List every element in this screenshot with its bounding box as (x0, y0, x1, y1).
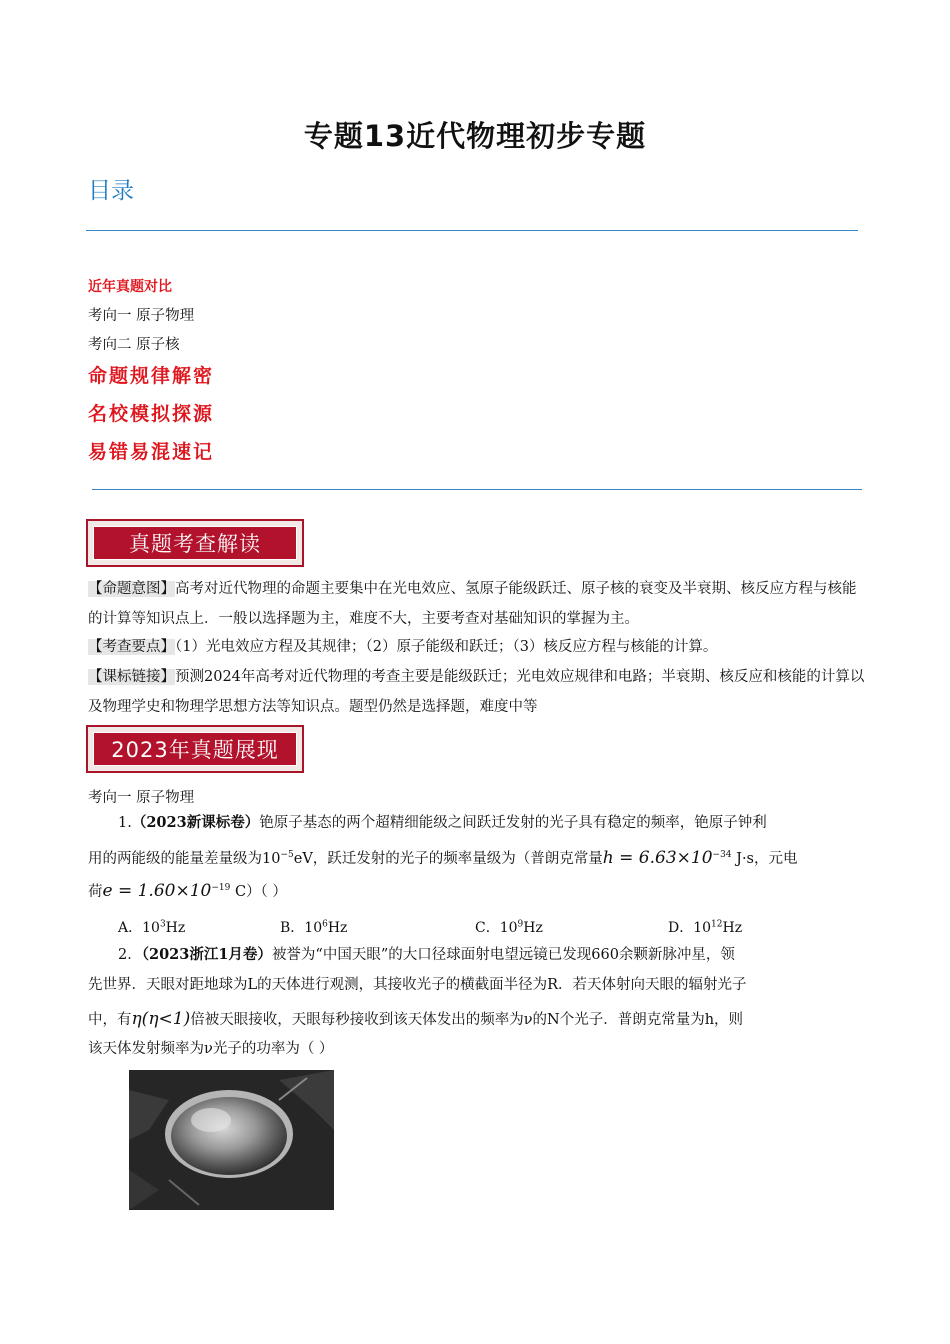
intent-text: 高考对近代物理的命题主要集中在光电效应、氢原子能级跃迁、原子核的衰变及半衰期、核反应方程与核能的计算等知识点上．一般以选择题为主，难度不大，主要考查对基础知识的掌握为主。 (88, 581, 857, 627)
section-heading: 考向一 原子物理 (88, 790, 195, 806)
question-1-line2 (88, 840, 868, 874)
eta-expression: η(η<1) (131, 1009, 191, 1029)
charge-unit: C (230, 883, 247, 900)
q2-line3b: 倍被天眼接收，天眼每秒接收到该天体发出的频率为ν的N个光子．普朗克常量为h，则 (190, 1012, 744, 1028)
q1-line2a: 用的两能级的能量差量级为10 (88, 850, 281, 867)
toc-link-direction1[interactable]: 考向一 原子物理 (88, 308, 195, 324)
question-2 (88, 940, 868, 970)
question-1 (88, 808, 868, 838)
toc-link-mistake[interactable]: 易错易混速记 (88, 441, 215, 463)
q2-number: 2． (118, 947, 142, 963)
link-tag: 【课标链接】 (88, 669, 175, 685)
toc-heading: 目录 (88, 178, 134, 204)
q1-number: 1. (118, 815, 132, 831)
q1-option-a[interactable]: A．$10^3Hz$ (118, 919, 186, 936)
toc-link-law[interactable]: 命题规律解密 (88, 365, 215, 387)
planck-constant: h = 6.63×10 (602, 847, 713, 868)
intent-tag: 【命题意图】 (88, 581, 175, 597)
planck-exp: −34 (712, 850, 732, 860)
toc-link-compare[interactable]: 近年真题对比 (88, 279, 172, 295)
points-tag: 【考查要点】 (88, 639, 175, 655)
toc-link-school[interactable]: 名校模拟探源 (88, 403, 215, 425)
q1-line3b: ）（ ） (246, 883, 287, 900)
q2-line2: 先世界．天眼对距地球为L的天体进行观测，其接收光子的横截面半径为R．若天体射向天眼的辐射光子 (88, 977, 747, 993)
radio-telescope-photo (129, 1070, 334, 1210)
q2-line3a: 中，有 (88, 1012, 132, 1028)
charge-exp: −19 (211, 883, 231, 893)
banner-exam-analysis-label: 真题考查解读 (93, 526, 297, 560)
question-2-line3 (88, 1004, 868, 1035)
points-text: （1）光电效应方程及其规律；（2）原子能级和跃迁；（3）核反应方程与核能的计算。 (175, 639, 718, 655)
question-1-line3 (88, 873, 868, 907)
telescope-image (129, 1070, 334, 1210)
q1-source: （2023新课标卷） (131, 814, 260, 831)
q1-exp: −5 (280, 850, 294, 860)
q1-option-d[interactable]: D．$10^{12}Hz$ (668, 919, 743, 936)
link-paragraph (88, 662, 868, 722)
q1-line3a: 荷 (88, 883, 103, 900)
q2-source: （2023浙江1月卷） (141, 946, 272, 963)
intent-paragraph (88, 574, 868, 634)
banner-2023-exam (86, 725, 304, 773)
q1-option-c[interactable]: C．$10^9Hz$ (475, 919, 543, 936)
planck-unit: J·s (731, 850, 755, 867)
banner-exam-analysis (86, 519, 304, 567)
electron-charge: e = 1.60×10 (102, 880, 212, 901)
toc-link-direction2[interactable]: 考向二 原子核 (88, 337, 180, 353)
link-text: 预测2024年高考对近代物理的考查主要是能级跃迁；光电效应规律和电路；半衰期、核反应和核能的计算以及物理学史和物理学思想方法等知识点。题型仍然是选择题，难度中等 (88, 669, 865, 715)
q1-line1: 铯原子基态的两个超精细能级之间跃迁发射的光子具有稳定的频率，铯原子钟利 (259, 815, 767, 831)
points-paragraph (88, 632, 868, 662)
toc-divider-top (86, 230, 858, 231)
q2-line1: 被誉为“中国天眼”的大口径球面射电望远镜已发现660余颗新脉冲星，领 (271, 947, 735, 963)
q1-line2c: ，元电 (754, 850, 798, 867)
toc-divider-bottom (92, 489, 862, 490)
q2-line4: 该天体发射频率为ν光子的功率为（ ） (88, 1041, 334, 1057)
banner-2023-exam-label: 2023年真题展现 (93, 732, 297, 766)
q1-line2b: eV，跃迁发射的光子的频率量级为（普朗克常量 (293, 850, 603, 867)
q1-option-b[interactable]: B．$10^6Hz$ (280, 919, 348, 936)
page-title: 专题13近代物理初步专题 (303, 119, 647, 153)
